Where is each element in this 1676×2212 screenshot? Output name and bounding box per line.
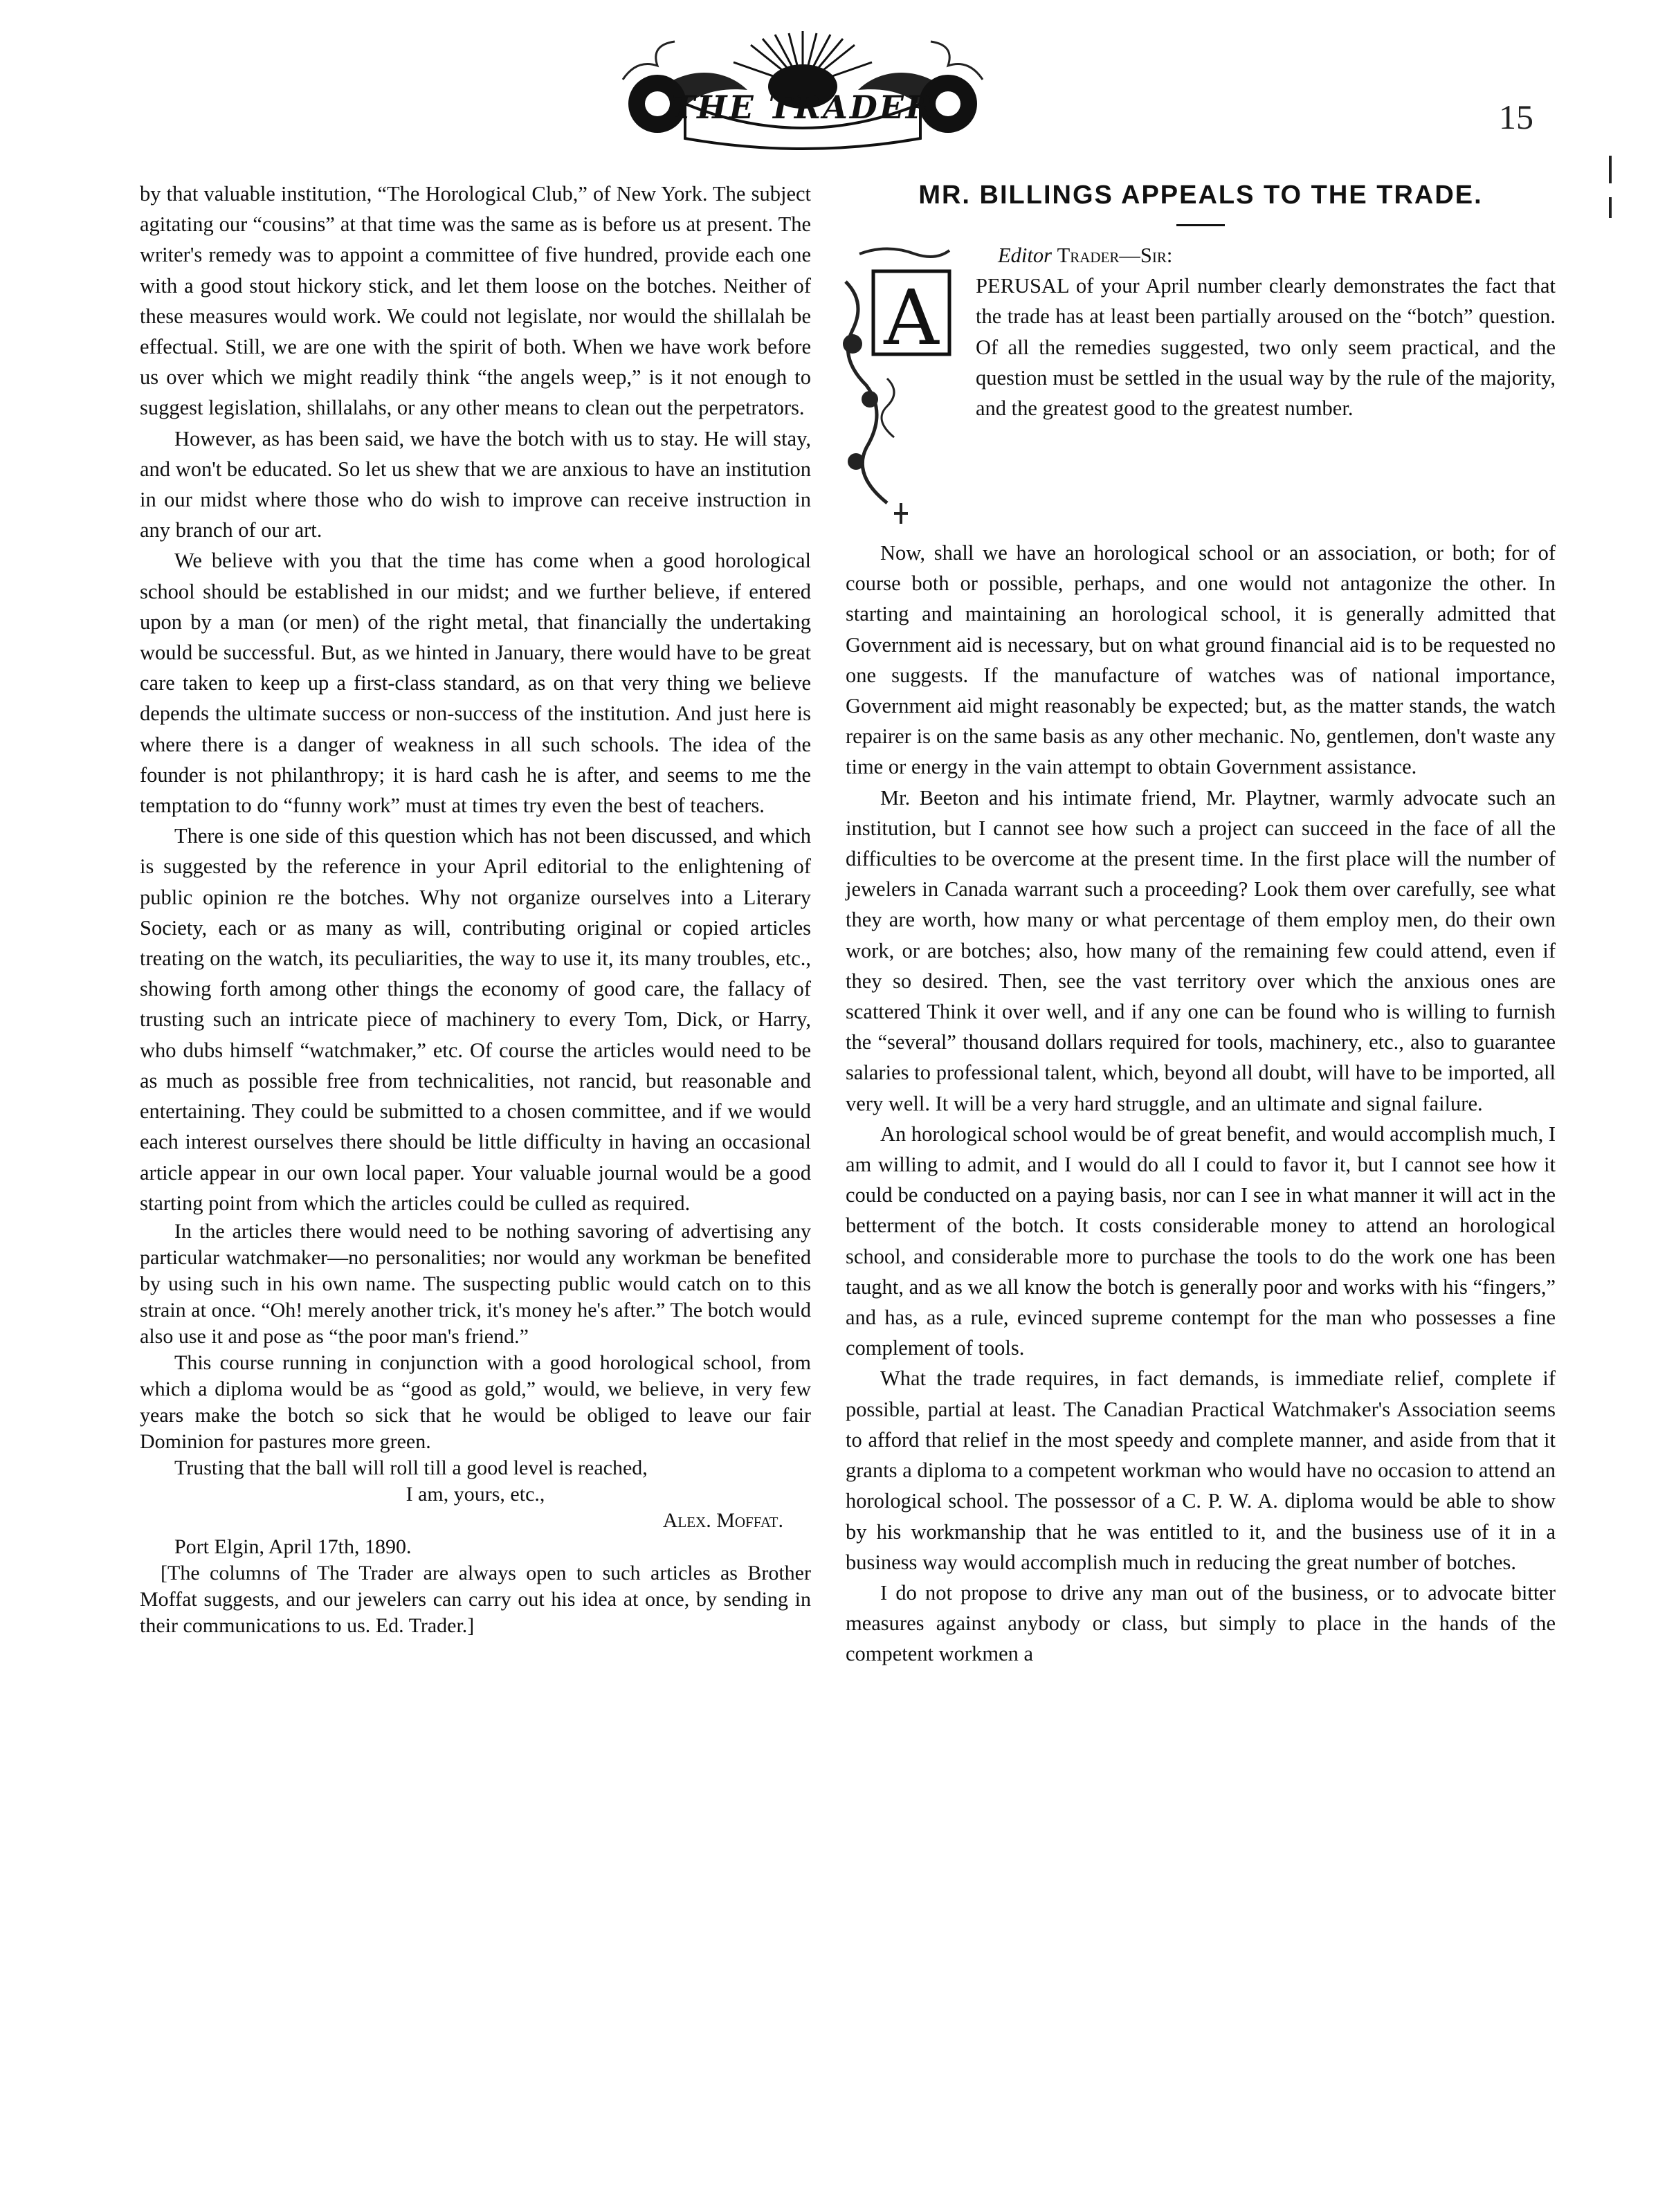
initial-letter: A bbox=[884, 273, 939, 362]
page-number: 15 bbox=[1499, 98, 1533, 136]
right-column bbox=[846, 179, 1556, 1670]
article-opening bbox=[846, 240, 1556, 423]
article-headline: MR. BILLINGS APPEALS TO THE TRADE. bbox=[918, 181, 1483, 210]
paragraph: What the trade requires, in fact demands, is immediate relief, complete if possible, partial at least. The Canadian Practical Watchmaker's Association seems to afford that relief in the most speedy and complete manner, and aside from that it grants a diploma to a competent workman who would have no occasion to attend an horological school. The possessor of a C. P. W. A. diploma would be able to show by his workmanship that he was entitled to it, and the business use of it in a business way would accomplish much in reducing the great number of botches. bbox=[846, 1366, 1556, 1574]
salutation bbox=[998, 240, 1556, 271]
editor-note: [The columns of The Trader are always open to such articles as Brother Moffat suggests, and our jewelers can carry out his idea at once, by sending in their communications to us. Ed. Trader.] bbox=[140, 1561, 811, 1637]
salutation-name: Trader—Sir: bbox=[1057, 244, 1173, 267]
paragraph: This course running in conjunction with a good horological school, from which a diploma would be as “good as gold,” would, we believe, in very few years make the botch so sick that he would be obliged to leave our fair Dominion for pastures more green. bbox=[140, 1351, 811, 1453]
paragraph: Now, shall we have an horological school or an association, or both; for of course both or possible, perhaps, and one would not antagonize the other. In starting and maintaining an horological school, it is generally admitted that Government aid is necessary, but on what ground financial aid is to be requested no one suggests. If the manufacture of watches was of national importance, Government aid might reasonably be expected; but, as the matter stands, the watch repairer is on the same basis as any other mechanic. No, gentlemen, don't waste any time or energy in the vain attempt to obtain Government assistance. bbox=[846, 541, 1556, 779]
opening-paragraph: PERUSAL of your April number clearly demonstrates the fact that the trade has at least been partially aroused on the “botch” question. Of all the remedies suggested, two only seem practical, and the question must be settled in the usual way by the rule of the majority, and the greatest good to the greatest number. bbox=[976, 274, 1556, 421]
paragraph: An horological school would be of great benefit, and would accomplish much, I am willing to admit, and I would do all I could to favor it, but I cannot see how it could be conducted on a paying basis, nor can I see in what manner it will act in the betterment of the botch. It costs considerable money to attend an horological school, and considerable more to purchase the tools to do the work one has been taught, and as we all know the botch is generally poor and works with his “fingers,” and has, as a rule, evinced supreme contempt for the man who possesses a fine complement of tools. bbox=[846, 1122, 1556, 1360]
paragraph: There is one side of this question which has not been discussed, and which is suggested by the reference in your April editorial to the enlightening of public opinion re the botches. Why not organize ourselves into a Literary Society, each or as many as will, contributing original or copied articles treating on the watch, its peculiarities, the way to use it, its many troubles, etc., showing forth among other things the economy of good care, the fallacy of trusting such an intricate piece of machinery to every Tom, Dick, or Harry, who dubs himself “watchmaker,” etc. Of course the articles would need to be as much as possible free from technicalities, not rancid, but reasonable and entertaining. They could be submitted to a chosen committee, and if we would each interest ourselves there should be little difficulty in having an occasional article appear in our own local paper. Your valuable journal would be a good starting point from which the articles could be culled as required. bbox=[140, 824, 811, 1215]
paragraph: However, as has been said, we have the botch with us to stay. He will stay, and won't be educated. So let us shew that we are anxious to have an institution in our midst where those who do wish to improve can receive instruction in any branch of our art. bbox=[140, 426, 811, 542]
masthead-title: THE TRADER bbox=[671, 89, 935, 126]
signature: Alex. Moffat. bbox=[662, 1508, 783, 1532]
paragraph: We believe with you that the time has come when a good horological school should be established in our midst; and we further believe, if entered upon by a man (or men) of the right metal, that financially the undertaking would be successful. But, as we hinted in January, there would have to be great care taken to keep up a first-class standard, as on that very thing we believe depends the ultimate success or non-success of the institution. And just here is where there is a danger of weakness in all such schools. The idea of the founder is not philanthropy; it is hard cash he is after, and seems to me the temptation to do “funny work” must at times try even the best of teachers. bbox=[140, 549, 811, 818]
margin-mark bbox=[1609, 156, 1612, 183]
ornamental-initial-icon bbox=[832, 240, 963, 538]
paragraph: by that valuable institution, “The Horological Club,” of New York. The subject agitating our “cousins” at that time was the same as is before us at present. The writer's remedy was to appoint a committee of five hundred, provide each one with a good stout hickory stick, and let them loose on the botches. Neither of these measures would work. We could not legislate, nor would the shillalah be effectual. Still, we are one with the spirit of both. When we have work before us over which we might readily think “the angels weep,” is it not enough to suggest legislation, shillalahs, or any other means to clean out the perpetrators. bbox=[140, 182, 811, 420]
closing-line: I am, yours, etc., bbox=[406, 1482, 545, 1506]
margin-mark bbox=[1609, 197, 1612, 218]
salutation-prefix: Editor bbox=[998, 244, 1052, 267]
paragraph: Trusting that the ball will roll till a good level is reached, bbox=[174, 1456, 648, 1479]
paragraph: Mr. Beeton and his intimate friend, Mr. Playtner, warmly advocate such an institution, but I cannot see how such a project can succeed in the face of all the difficulties to be overcome at the present time. In the first place will the number of jewelers in Canada warrant such a proceeding? Look them over carefully, see what they are worth, how many or what percentage of them employ men, do their own work, or are botches; also, how many of the remaining few could attend, even if they so desired. Then, see the vast territory over which the anxious ones are scattered Think it over well, and if any one can be found who is willing to furnish the “several” thousand dollars required for tools, machinery, etc., also to guarantee salaries to professional talent, which, beyond all doubt, will have to be imported, all very well. It will be a very hard struggle, and an ultimate and signal failure. bbox=[846, 785, 1556, 1115]
paragraph: In the articles there would need to be nothing savoring of advertising any particular watchmaker—no personalities; nor would any workman be benefited by using such in his own name. The suspecting public would catch on to this strain at once. “Oh! merely another trick, it's money he's after.” The botch would also use it and pose as “the poor man's friend.” bbox=[140, 1219, 811, 1348]
masthead-sunburst-icon bbox=[609, 21, 996, 152]
headline-rule bbox=[1176, 224, 1225, 226]
masthead-ornament bbox=[609, 21, 996, 152]
dateline: Port Elgin, April 17th, 1890. bbox=[174, 1535, 412, 1558]
left-column bbox=[140, 179, 811, 1639]
paragraph: I do not propose to drive any man out of the business, or to advocate bitter measures against anybody or class, but simply to place in the hands of the competent workmen a bbox=[846, 1580, 1556, 1666]
